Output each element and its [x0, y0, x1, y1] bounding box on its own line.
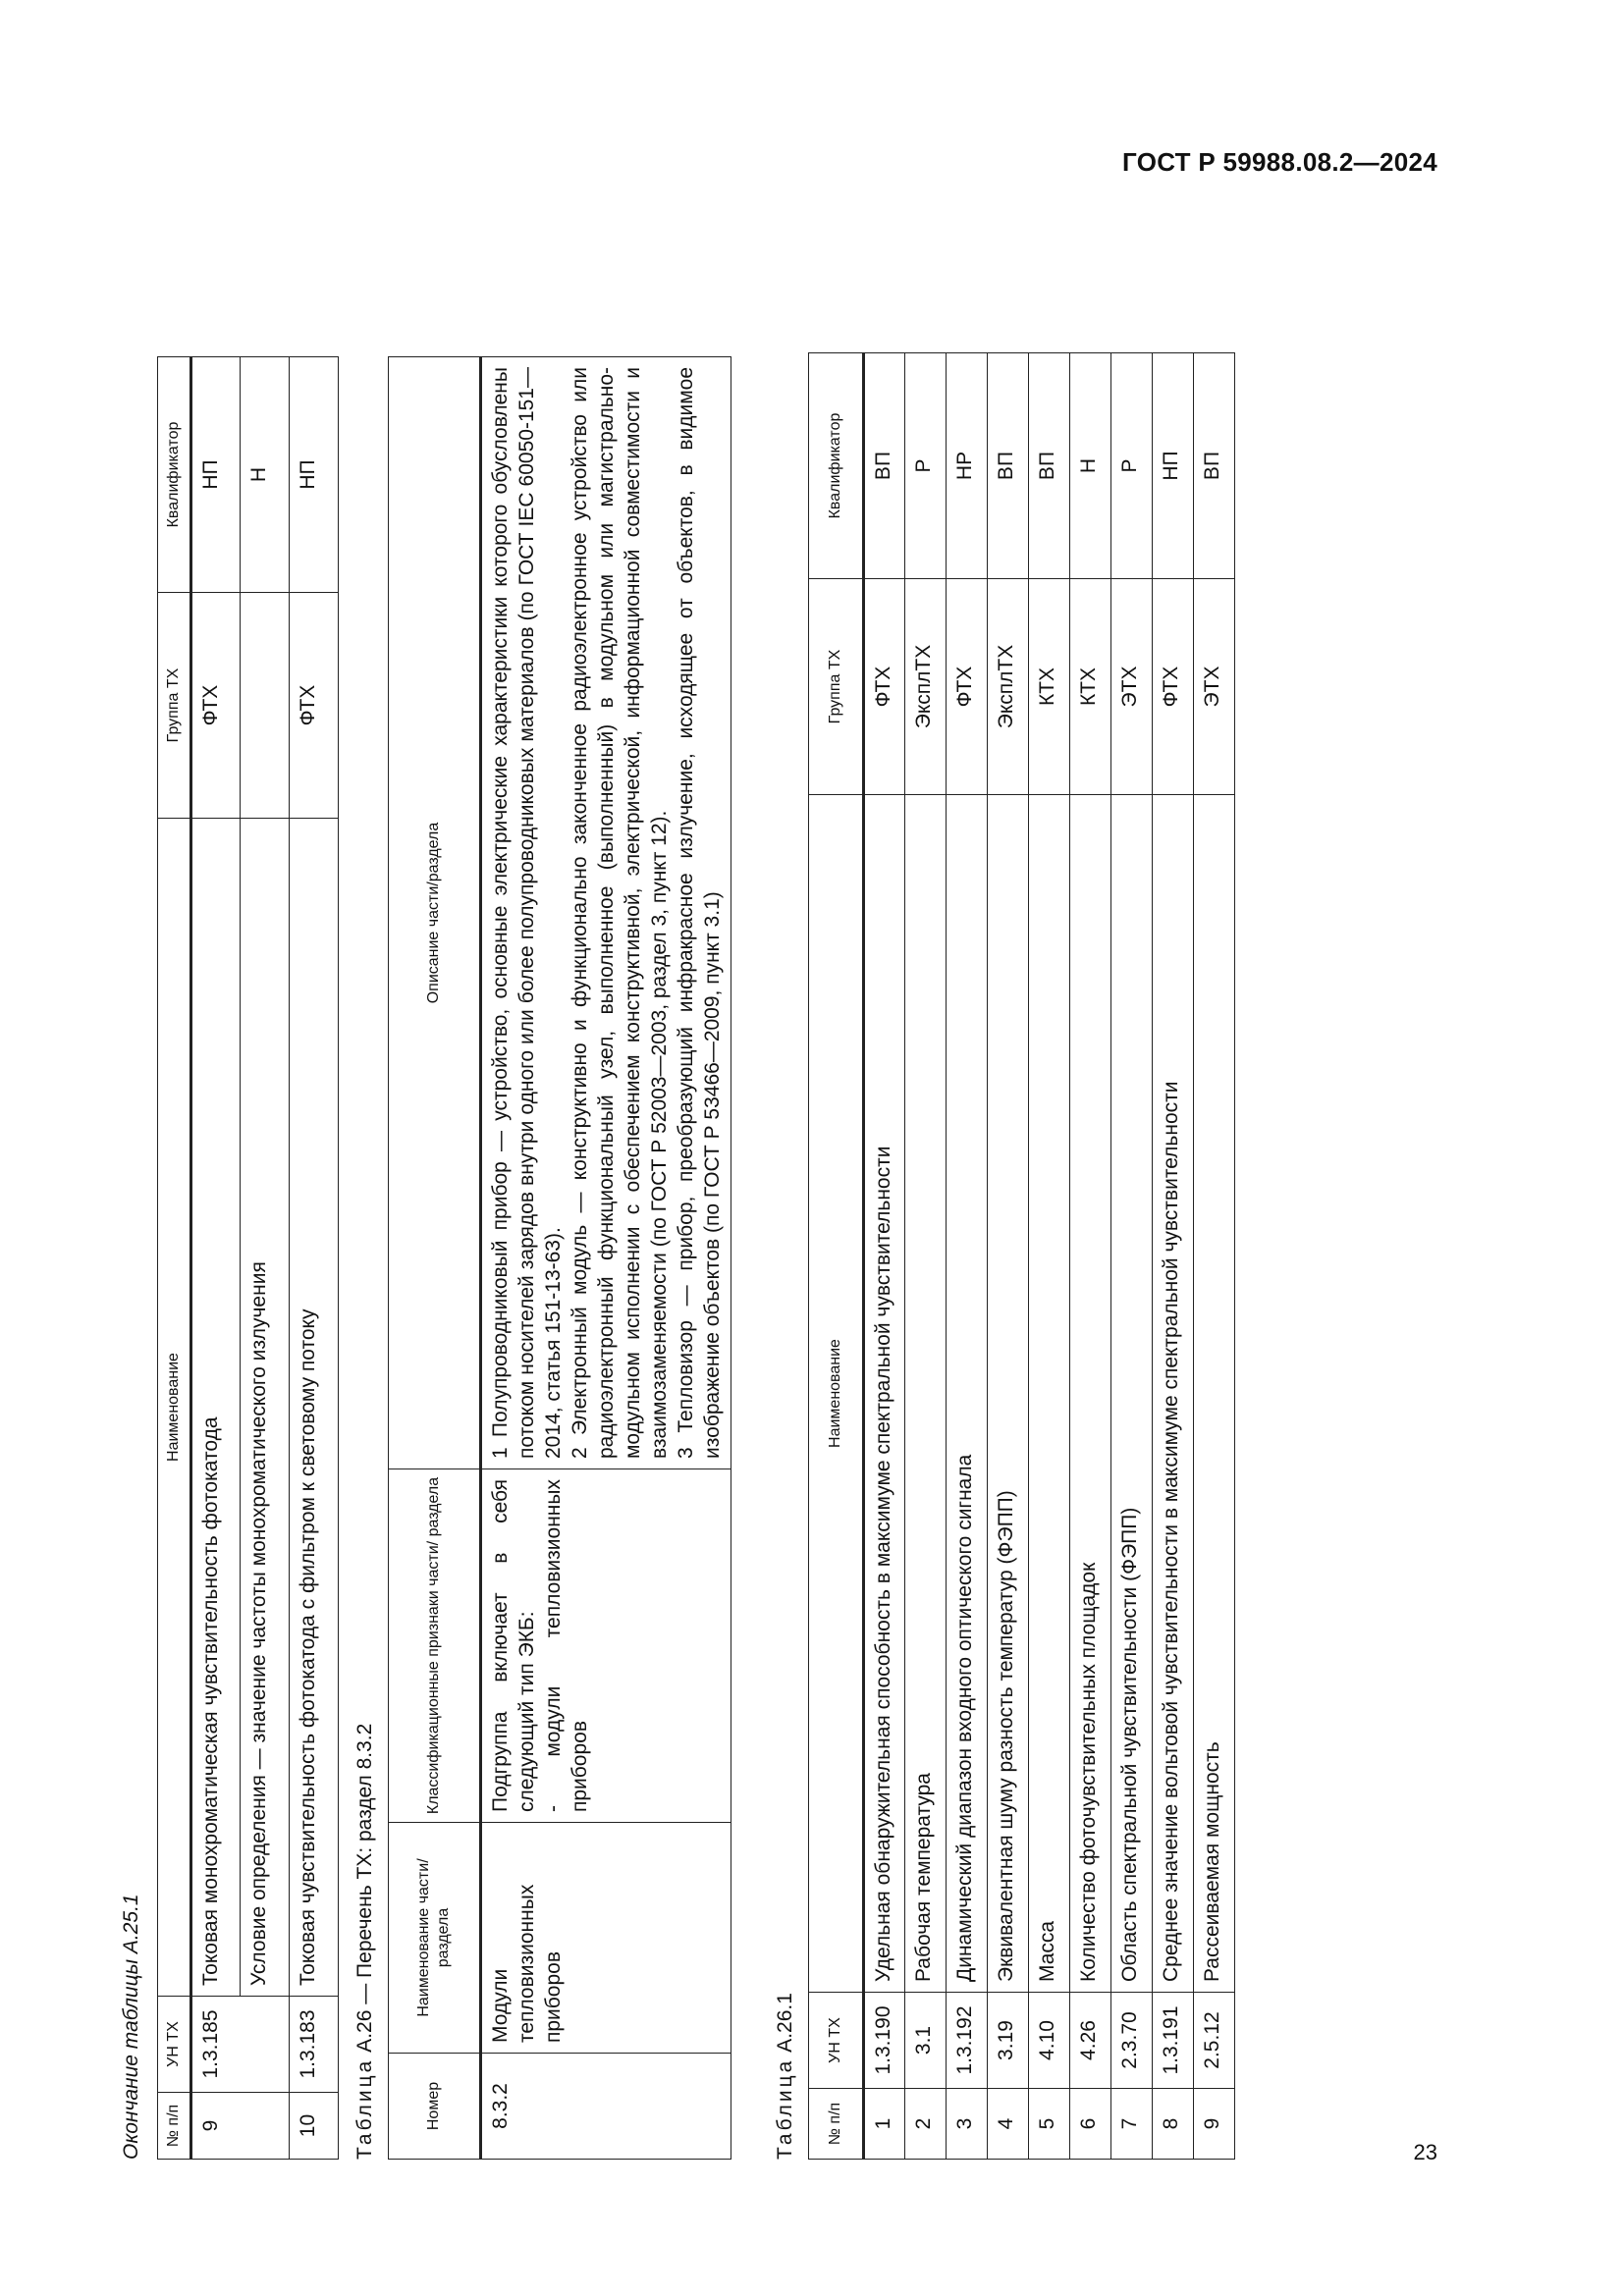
table2-caption-text: А.26 — Перечень ТХ: раздел 8.3.2 — [353, 1723, 376, 2053]
table-row — [864, 353, 905, 2160]
table-row — [1111, 353, 1153, 2160]
table-row — [905, 353, 947, 2160]
table-row — [481, 357, 731, 2160]
cell-name: Область спектральной чувствительности (ФЭПП) — [1111, 795, 1153, 1993]
cell-name: Токовая монохроматическая чувствительность фотокатода — [191, 819, 241, 1997]
table-row — [1029, 353, 1070, 2160]
table-row — [290, 357, 339, 2160]
description-item-2: 2 Электронный модуль — конструктивно и функционально законченное радиоэлектронное устройство или радиоэлектронный функциональный узел, выполненное (выполненный) в модульном или магистрально-модульном исполнении с обеспечением конструктивной, электрической, информационной совместимости и взаимозаменяемости (по ГОСТ Р 52003—2003, раздел 3, пункт 12). — [568, 367, 671, 1459]
cell-num: 1 — [864, 2089, 905, 2160]
cell-group: ФТХ — [191, 593, 241, 819]
cell-qualifier: НР — [947, 353, 988, 579]
cell-qualifier: НП — [290, 357, 339, 593]
cell-num: 9 — [1194, 2089, 1235, 2160]
cell-num: 4 — [988, 2089, 1029, 2160]
cell-group: КТХ — [1070, 579, 1111, 795]
cell-group — [241, 593, 290, 819]
cell-group: ЭТХ — [1194, 579, 1235, 795]
cell-num: 3 — [947, 2089, 988, 2160]
cell-num: 8 — [1153, 2089, 1194, 2160]
col-header-code: УН ТХ — [158, 1997, 191, 2093]
features-item: - модули тепловизионных приборов — [542, 1479, 591, 1812]
col-header-description: Описание части/раздела — [389, 357, 481, 1469]
cell-num: 6 — [1070, 2089, 1111, 2160]
col-header-part-name: Наименование части/ раздела — [389, 1823, 481, 2054]
cell-num: 2 — [905, 2089, 947, 2160]
col-header-group: Группа ТХ — [809, 579, 864, 795]
cell-qualifier: ВП — [1194, 353, 1235, 579]
cell-code: 1.3.190 — [864, 1993, 905, 2089]
cell-group: ЭТХ — [1111, 579, 1153, 795]
col-header-number: Номер — [389, 2054, 481, 2160]
col-header-group: Группа ТХ — [158, 593, 191, 819]
cell-name: Токовая чувствительность фотокатода с фильтром к световому потоку — [290, 819, 339, 1997]
cell-name: Удельная обнаружительная способность в максимуме спектральной чувствительности — [864, 795, 905, 1993]
cell-number: 8.3.2 — [481, 2054, 731, 2160]
cell-group: ФТХ — [1153, 579, 1194, 795]
cell-qualifier: НП — [191, 357, 241, 593]
table3 — [808, 352, 1235, 2160]
cell-code: 4.10 — [1029, 1993, 1070, 2089]
cell-qualifier: Н — [1070, 353, 1111, 579]
table3-caption-prefix: Таблица — [774, 2057, 796, 2160]
cell-qualifier: ВП — [864, 353, 905, 579]
table-row — [1070, 353, 1111, 2160]
cell-qualifier: Н — [241, 357, 290, 593]
cell-group: ЭксплТХ — [905, 579, 947, 795]
col-header-features: Классификационные признаки части/ раздела — [389, 1469, 481, 1823]
cell-qualifier: ВП — [1029, 353, 1070, 579]
cell-code: 3.19 — [988, 1993, 1029, 2089]
cell-qualifier: Р — [905, 353, 947, 579]
cell-code: 1.3.185 — [191, 1997, 241, 2093]
table-row — [1194, 353, 1235, 2160]
cell-code — [241, 1997, 290, 2093]
cell-qualifier: ВП — [988, 353, 1029, 579]
cell-name: Среднее значение вольтовой чувствительности в максимуме спектральной чувствительности — [1153, 795, 1194, 1993]
table-row — [988, 353, 1029, 2160]
table3-caption-text: А.26.1 — [774, 1993, 796, 2053]
cell-name: Рабочая температура — [905, 795, 947, 1993]
page-number: 23 — [1413, 2140, 1437, 2164]
col-header-name: Наименование — [158, 819, 191, 1997]
table1-header-row — [158, 357, 191, 2160]
cell-name: Масса — [1029, 795, 1070, 1993]
cell-group: ФТХ — [290, 593, 339, 819]
cell-qualifier: НП — [1153, 353, 1194, 579]
cell-code: 1.3.183 — [290, 1997, 339, 2093]
cell-code: 2.5.12 — [1194, 1993, 1235, 2089]
col-header-name: Наименование — [809, 795, 864, 1993]
cell-name: Количество фоточувствительных площадок — [1070, 795, 1111, 1993]
cell-name: Рассеиваемая мощность — [1194, 795, 1235, 1993]
cell-group: ФТХ — [864, 579, 905, 795]
table3-header-row — [809, 353, 864, 2160]
col-header-num: № п/п — [158, 2093, 191, 2160]
description-item-3: 3 Тепловизор — прибор, преобразующий инфракрасное излучение, исходящее от объектов, в видимое изображение объектов (по ГОСТ Р 53466—2009, пункт 3.1) — [675, 367, 724, 1459]
cell-code: 4.26 — [1070, 1993, 1111, 2089]
table-row — [947, 353, 988, 2160]
description-item-1: 1 Полупроводниковый прибор — устройство, основные электрические характеристики которого обусловлены потоком носителей зарядов внутри одного или более полупроводниковых материалов (по ГОСТ IEC 60050-151—2014, статья 151-13-63). — [489, 367, 565, 1459]
col-header-qualifier: Квалификатор — [158, 357, 191, 593]
cell-code: 1.3.191 — [1153, 1993, 1194, 2089]
table2-header-row — [389, 357, 481, 2160]
cell-num: 5 — [1029, 2089, 1070, 2160]
standard-designation: ГОСТ Р 59988.08.2—2024 — [1122, 147, 1437, 177]
table-row — [241, 357, 290, 2160]
cell-group: КТХ — [1029, 579, 1070, 795]
cell-features — [481, 1469, 731, 1823]
col-header-qualifier: Квалификатор — [809, 353, 864, 579]
cell-num: 10 — [290, 2093, 339, 2160]
cell-num: 7 — [1111, 2089, 1153, 2160]
cell-qualifier: Р — [1111, 353, 1153, 579]
table-row — [191, 357, 241, 2160]
table-row — [1153, 353, 1194, 2160]
table3-caption — [771, 314, 800, 2160]
rotated-page-content — [118, 314, 1463, 2160]
cell-group: ЭксплТХ — [988, 579, 1029, 795]
col-header-num: № п/п — [809, 2089, 864, 2160]
cell-name: Эквивалентная шуму разность температур (ФЭПП) — [988, 795, 1029, 1993]
cell-part-name: Модули тепловизионных приборов — [481, 1823, 731, 2054]
cell-num: 9 — [191, 2093, 241, 2160]
table1-caption: Окончание таблицы А.25.1 — [120, 1894, 142, 2160]
cell-code: 3.1 — [905, 1993, 947, 2089]
cell-code: 1.3.192 — [947, 1993, 988, 2089]
table1 — [157, 356, 339, 2160]
table2-caption — [351, 314, 380, 2160]
cell-code: 2.3.70 — [1111, 1993, 1153, 2089]
cell-group: ФТХ — [947, 579, 988, 795]
cell-num — [241, 2093, 290, 2160]
cell-name: Условие определения — значение частоты монохроматического излучения — [241, 819, 290, 1997]
table2 — [388, 356, 731, 2160]
col-header-code: УН ТХ — [809, 1993, 864, 2089]
features-text: Подгруппа включает в себя следующий тип ЭКБ: — [489, 1479, 538, 1812]
cell-name: Динамический диапазон входного оптического сигнала — [947, 795, 988, 1993]
cell-description — [481, 357, 731, 1469]
table2-caption-prefix: Таблица — [353, 2057, 376, 2160]
